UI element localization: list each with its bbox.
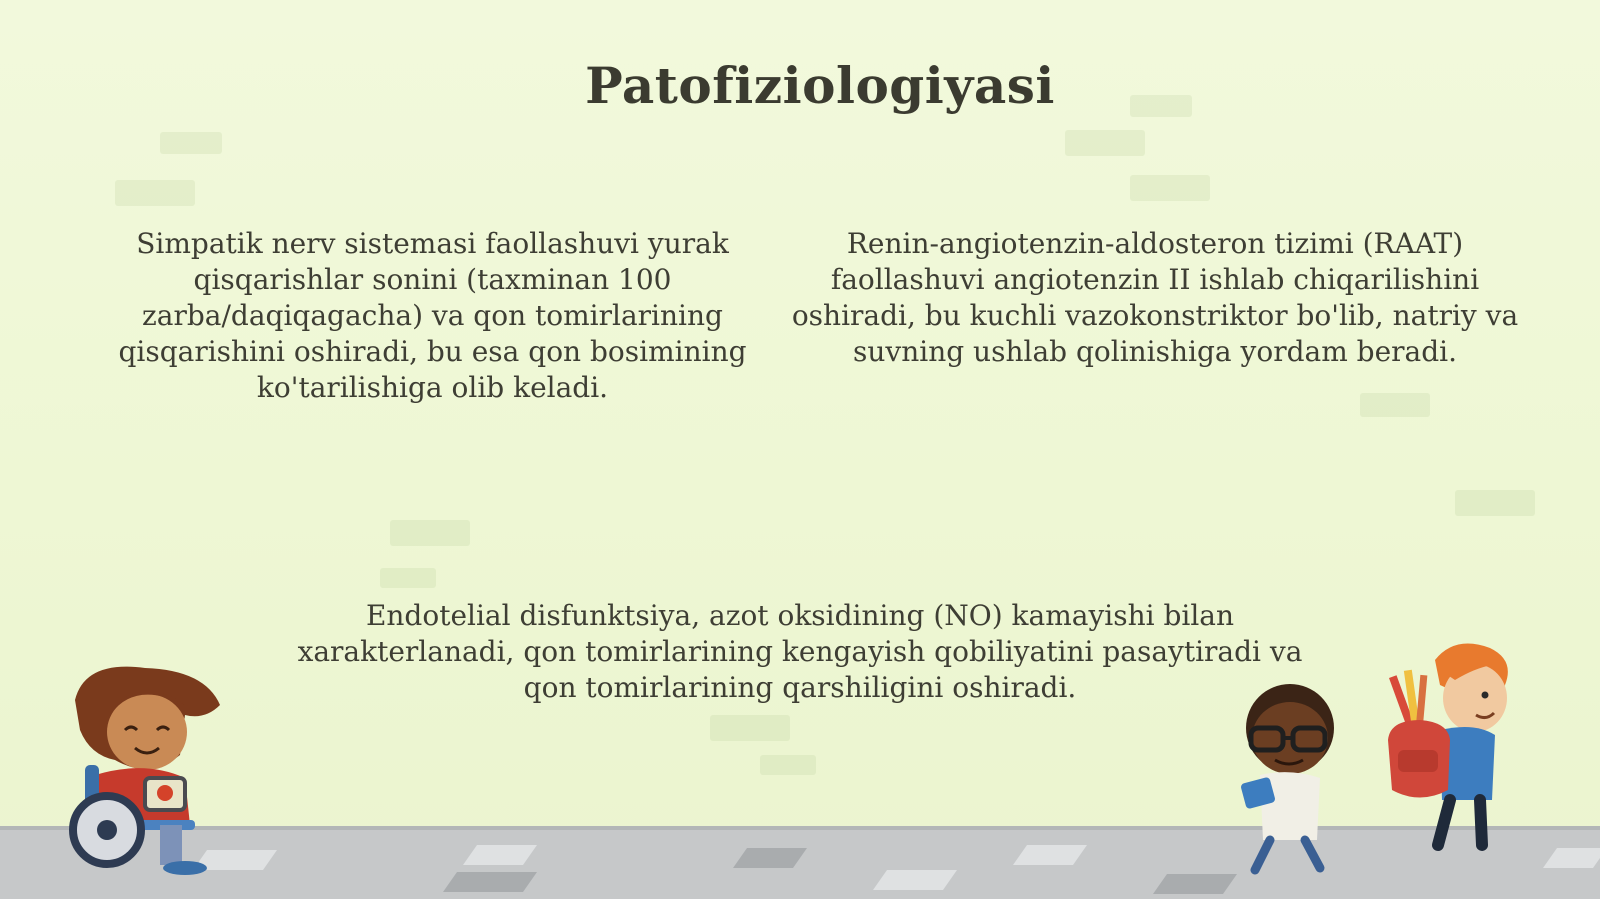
paragraph-raas: Renin-angiotenzin-aldosteron tizimi (RAAT) faollashuvi angiotenzin II ishlab chiqarilishini oshiradi, bu kuchli vazokonstriktor bo'lib, natriy va suvning ushlab qolinishiga yordam beradi.: [791, 227, 1519, 368]
paragraph-endothelial: Endotelial disfunktsiya, azot oksidining (NO) kamayishi bilan xarakterlanadi, qon tomirlarining kengayish qobiliyatini pasaytiradi va qon tomirlarining qarshiligini oshiradi.: [297, 599, 1303, 704]
boy-with-glasses-illustration: [1225, 680, 1355, 880]
paragraph-sympathetic: Simpatik nerv sistemasi faollashuvi yurak qisqarishlar sonini (taxminan 100 zarba/daqiqagacha) va qon tomirlarining qisqarishini oshiradi, bu esa qon bosimining ko'tarilishiga olib keladi.: [118, 227, 747, 404]
boy-with-backpack-illustration: [1380, 640, 1530, 865]
girl-in-wheelchair-illustration: [55, 660, 235, 885]
slide-title: Patofiziologiyasi: [585, 56, 1055, 115]
